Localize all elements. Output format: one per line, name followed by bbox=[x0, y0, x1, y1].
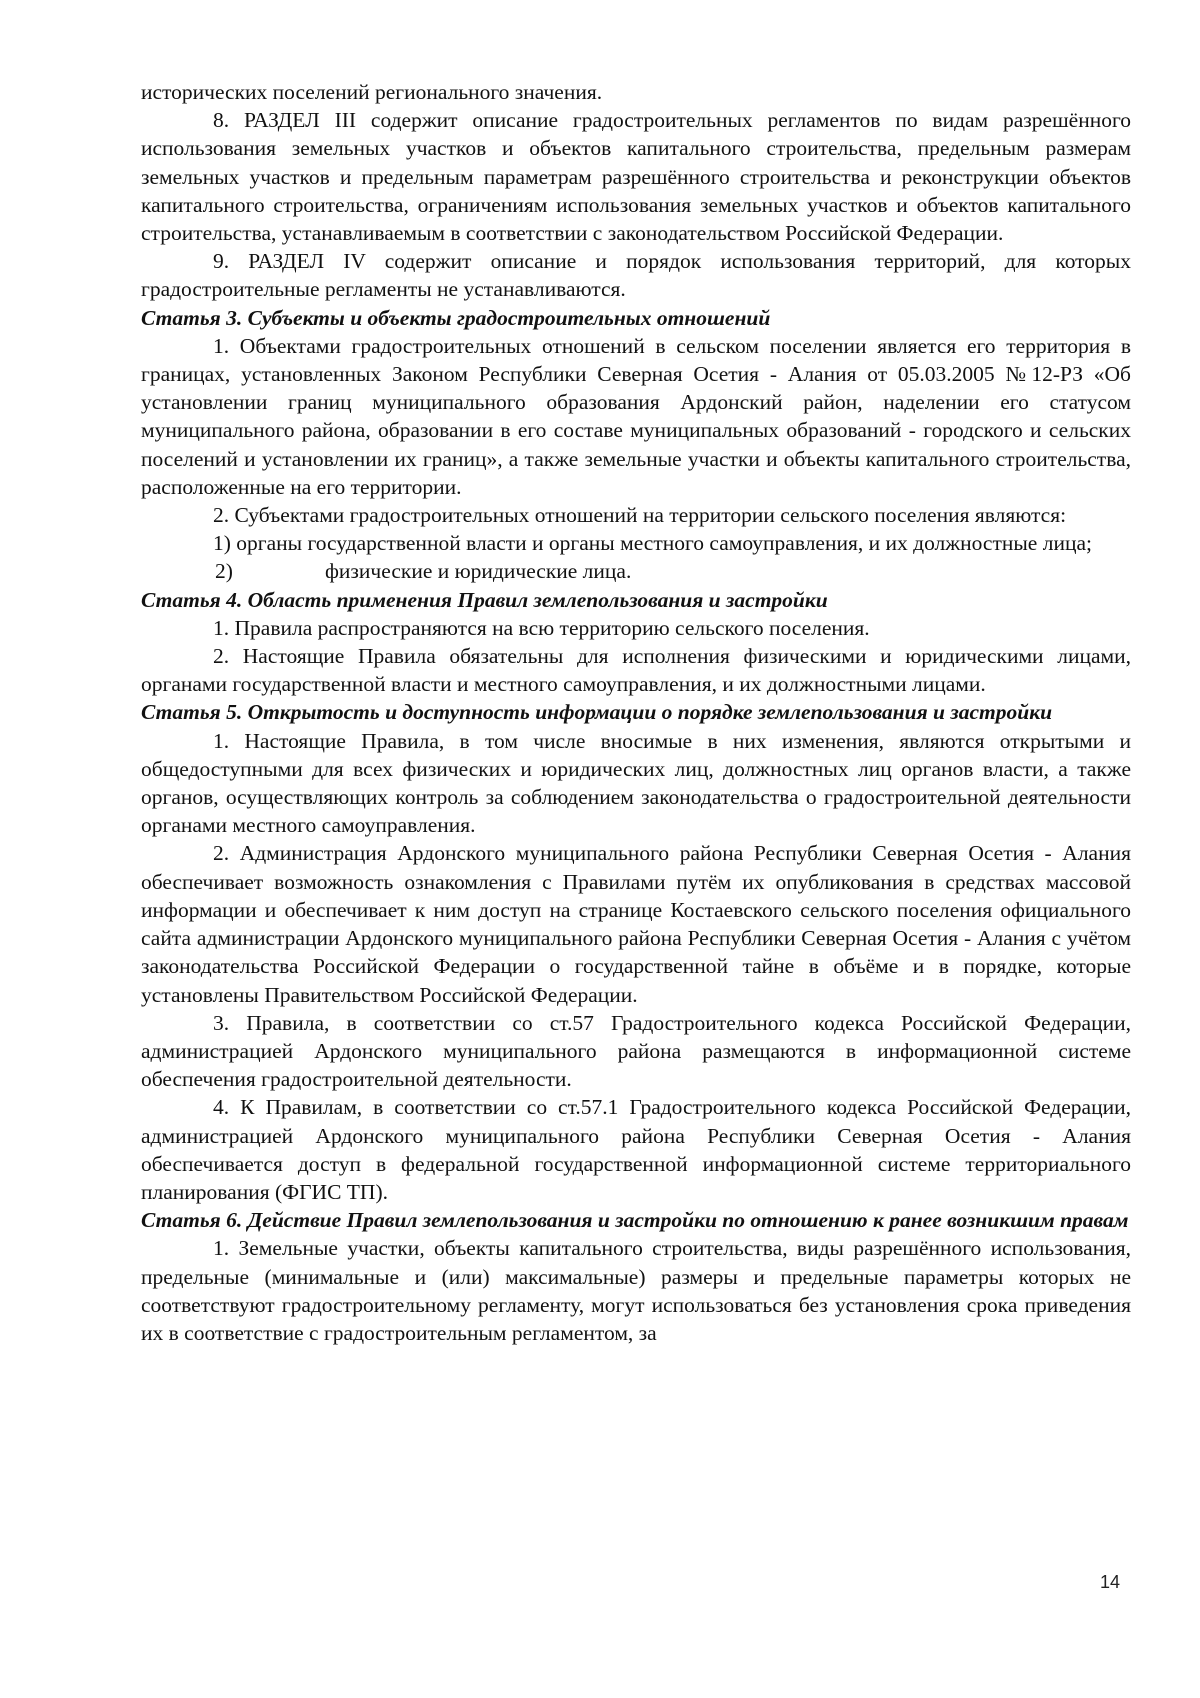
article-3-heading: Статья 3. Субъекты и объекты градостроительных отношений bbox=[141, 305, 771, 330]
article-6-heading: Статья 6. Действие Правил землепользования и застройки по отношению к ранее возникшим правам bbox=[141, 1208, 1129, 1233]
paragraph-item-8: 8. РАЗДЕЛ III содержит описание градостроительных регламентов по видам разрешённого использования земельных участков и объектов капитального строительства, предельным размерам земельных участков и предельным параметрам разрешённого строительства и реконструкции объектов капитального строительства, ограничениям использования земельных участков и объектов капитального строительства, устанавливаемым в соответствии с законодательством Российской Федерации. bbox=[141, 108, 1131, 246]
article-5-heading: Статья 5. Открытость и доступность информации о порядке землепользования и застройки bbox=[141, 700, 1053, 725]
article-5-item-2: 2. Администрация Ардонского муниципального района Республики Северная Осетия - Алания обеспечивает возможность ознакомления с Правилами путём их опубликования в средствах массовой информации и обеспечивает к ним доступ на странице Костаевского сельского поселения официального сайта администрации Ардонского муниципального района Республики Северная Осетия - Алания с учётом законодательства Российской Федерации о государственной тайне в объёме и в порядке, которые установлены Правительством Российской Федерации. bbox=[141, 841, 1131, 1007]
page-number: 14 bbox=[1100, 1572, 1121, 1592]
article-4-heading: Статья 4. Область применения Правил землепользования и застройки bbox=[141, 587, 828, 612]
document-body bbox=[141, 78, 1131, 1347]
article-5-item-1: 1. Настоящие Правила, в том числе вносимые в них изменения, являются открытыми и общедоступными для всех физических и юридических лиц, должностных лиц органов власти, а также органов, осуществляющих контроль за соблюдением законодательства о градостроительной деятельности органами местного самоуправления. bbox=[141, 728, 1131, 838]
paragraph-item-9: 9. РАЗДЕЛ IV содержит описание и порядок использования территорий, для которых градостроительные регламенты не устанавливаются. bbox=[141, 249, 1131, 302]
article-4-item-1: 1. Правила распространяются на всю территорию сельского поселения. bbox=[213, 615, 870, 640]
article-3-subitem-2 bbox=[141, 557, 1131, 585]
article-5-item-4: 4. К Правилам, в соответствии со ст.57.1 Градостроительного кодекса Российской Федерации, администрацией Ардонского муниципального района Республики Северная Осетия - Алания обеспечивается доступ в федеральной государственной информационной системе территориального планирования (ФГИС ТП). bbox=[141, 1095, 1131, 1204]
subitem-number: 2) bbox=[215, 559, 233, 584]
article-3-item-2: 2. Субъектами градостроительных отношений на территории сельского поселения являются: bbox=[213, 503, 1067, 528]
article-5-item-3: 3. Правила, в соответствии со ст.57 Градостроительного кодекса Российской Федерации, администрацией Ардонского муниципального района размещаются в информационной системе обеспечения градостроительной деятельности. bbox=[141, 1010, 1131, 1092]
subitem-text: физические и юридические лица. bbox=[325, 559, 632, 584]
article-6-item-1: 1. Земельные участки, объекты капитального строительства, виды разрешённого использования, предельные (минимальные и (или) максимальные) размеры и предельные параметры которых не соответствуют градостроительному регламенту, могут использоваться без установления срока приведения их в соответствие с градостроительным регламентом, за bbox=[141, 1236, 1131, 1345]
article-3-subitem-1: 1) органы государственной власти и органы местного самоуправления, и их должностные лица; bbox=[213, 531, 1092, 556]
article-3-item-1: 1. Объектами градостроительных отношений в сельском поселении является его территория в границах, установленных Законом Республики Северная Осетия - Алания от 05.03.2005 №12-РЗ «Об установлении границ муниципального образования Ардонский район, наделении его статусом муниципального района, образовании в его составе муниципальных образований - городского и сельских поселений и установлении их границ», а также земельные участки и объекты капитального строительства, расположенные на его территории. bbox=[141, 333, 1131, 499]
paragraph-continuation: исторических поселений регионального значения. bbox=[141, 80, 603, 104]
article-4-item-2: 2. Настоящие Правила обязательны для исполнения физическими и юридическими лицами, органами государственной власти и местного самоуправления, и их должностными лицами. bbox=[141, 644, 1131, 697]
